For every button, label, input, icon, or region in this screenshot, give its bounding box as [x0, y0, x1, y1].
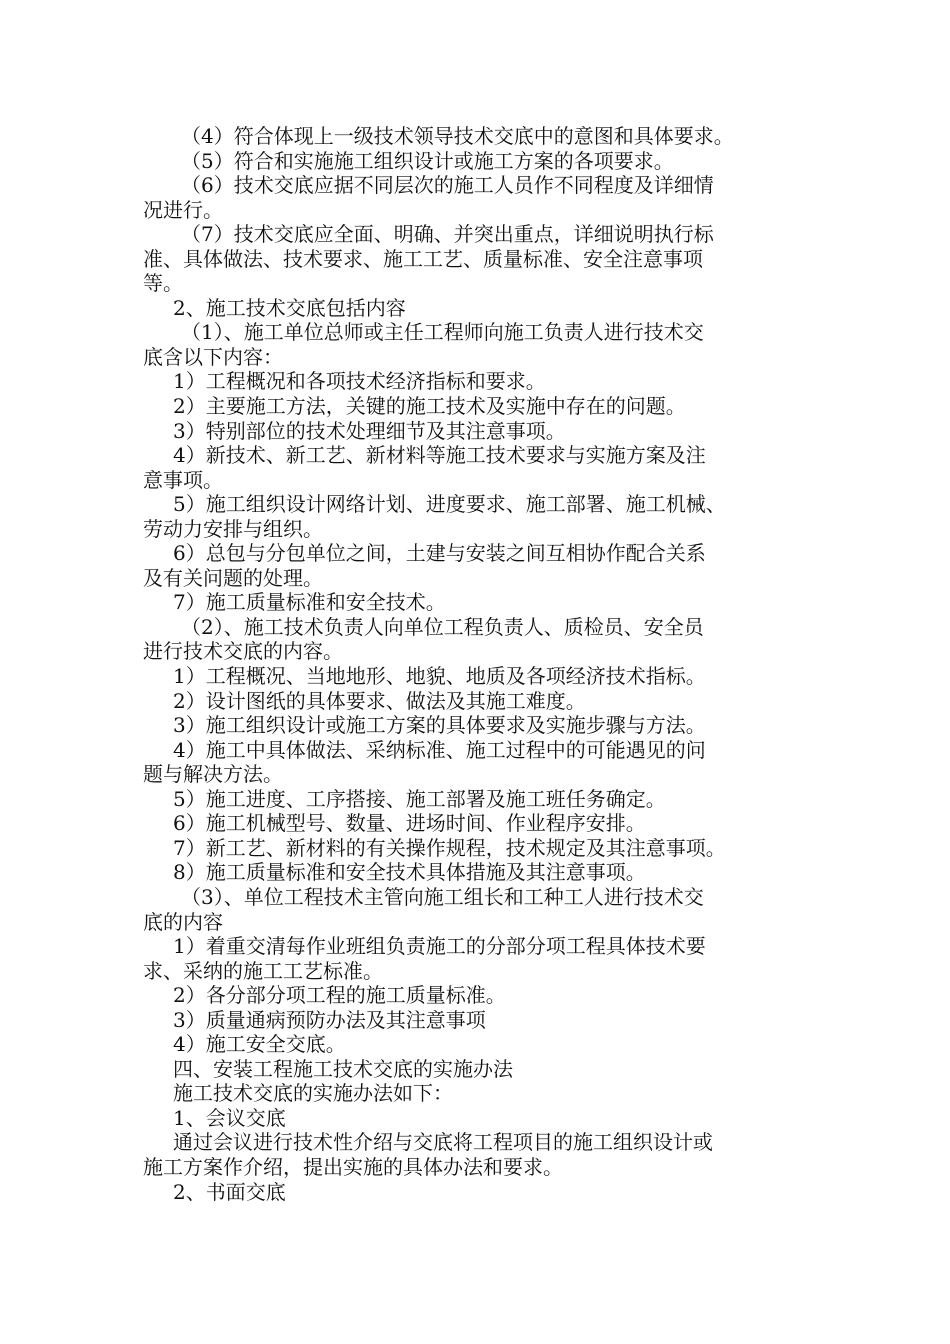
text-line: 7）施工质量标准和安全技术。: [173, 590, 446, 615]
text-line: 通过会议进行技术性介绍与交底将工程项目的施工组织设计或: [173, 1130, 713, 1155]
document-body: [143, 124, 833, 1204]
text-line: 1）工程概况和各项技术经济指标和要求。: [173, 369, 546, 394]
text-line: 求、采纳的施工工艺标准。: [143, 958, 383, 983]
text-line: 5）施工组织设计网络计划、进度要求、施工部署、施工机械、: [173, 492, 726, 517]
text-line: 四、安装工程施工技术交底的实施办法: [173, 1056, 513, 1081]
text-line: （1）、施工单位总师或主任工程师向施工负责人进行技术交: [181, 320, 704, 345]
text-line: 2）各分部分项工程的施工质量标准。: [173, 983, 506, 1008]
text-line: 3）特别部位的技术处理细节及其注意事项。: [173, 418, 566, 443]
text-line: 准、具体做法、技术要求、施工工艺、质量标准、安全注意事项: [143, 246, 703, 271]
text-line: 底的内容: [143, 909, 223, 934]
text-line: （5）符合和实施施工组织设计或施工方案的各项要求。: [181, 148, 674, 173]
text-line: 劳动力安排与组织。: [143, 516, 323, 541]
text-line: 3）质量通病预防办法及其注意事项: [173, 1007, 486, 1032]
text-line: 题与解决方法。: [143, 762, 283, 787]
text-line: 1）着重交清每作业班组负责施工的分部分项工程具体技术要: [173, 934, 706, 959]
text-line: （7）技术交底应全面、明确、并突出重点，详细说明执行标: [181, 222, 714, 247]
text-line: 2、书面交底: [173, 1179, 286, 1204]
text-line: （2）、施工技术负责人向单位工程负责人、质检员、安全员: [181, 614, 704, 639]
text-line: 施工技术交底的实施办法如下：: [173, 1081, 453, 1106]
text-line: 等。: [143, 271, 183, 296]
text-line: 5）施工进度、工序搭接、施工部署及施工班任务确定。: [173, 786, 666, 811]
text-line: 进行技术交底的内容。: [143, 639, 343, 664]
text-line: 8）施工质量标准和安全技术具体措施及其注意事项。: [173, 860, 646, 885]
text-line: （6）技术交底应据不同层次的施工人员作不同程度及详细情: [181, 173, 714, 198]
text-line: 2、施工技术交底包括内容: [173, 295, 406, 320]
text-line: 6）施工机械型号、数量、进场时间、作业程序安排。: [173, 811, 646, 836]
text-line: 4）施工中具体做法、采纳标准、施工过程中的可能遇见的问: [173, 737, 706, 762]
text-line: 1、会议交底: [173, 1105, 286, 1130]
text-line: 意事项。: [143, 467, 223, 492]
text-line: 况进行。: [143, 197, 223, 222]
text-line: 6）总包与分包单位之间，土建与安装之间互相协作配合关系: [173, 541, 706, 566]
text-line: 底含以下内容：: [143, 344, 283, 369]
text-line: 施工方案作介绍，提出实施的具体办法和要求。: [143, 1154, 563, 1179]
text-line: 7）新工艺、新材料的有关操作规程，技术规定及其注意事项。: [173, 835, 726, 860]
text-line: 及有关问题的处理。: [143, 565, 323, 590]
text-line: （3）、单位工程技术主管向施工组长和工种工人进行技术交: [181, 884, 704, 909]
text-line: 2）设计图纸的具体要求、做法及其施工难度。: [173, 688, 586, 713]
text-line: （4）符合体现上一级技术领导技术交底中的意图和具体要求。: [181, 124, 734, 148]
text-line: 4）施工安全交底。: [173, 1032, 346, 1057]
text-line: 1）工程概况、当地地形、地貌、地质及各项经济技术指标。: [173, 664, 706, 689]
text-line: 3）施工组织设计或施工方案的具体要求及实施步骤与方法。: [173, 713, 706, 738]
text-line: 4）新技术、新工艺、新材料等施工技术要求与实施方案及注: [173, 443, 706, 468]
text-line: 2）主要施工方法，关键的施工技术及实施中存在的问题。: [173, 394, 686, 419]
